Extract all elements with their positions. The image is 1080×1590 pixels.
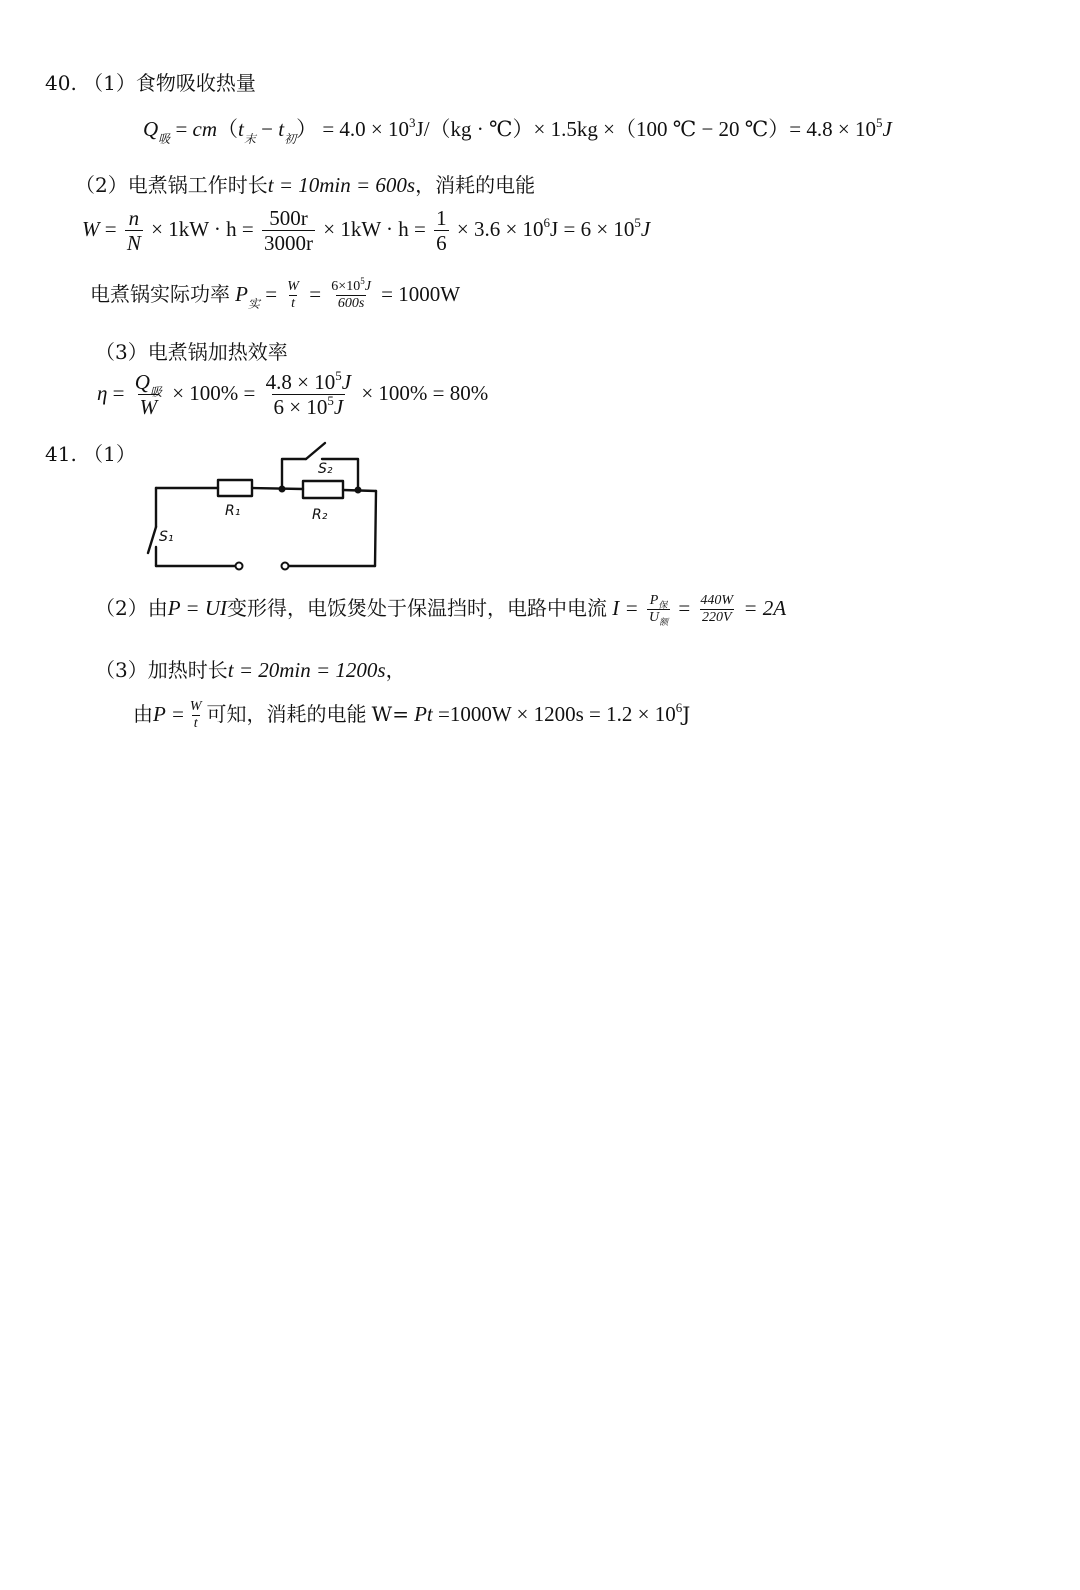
r2-resistor xyxy=(303,481,343,498)
q40-number: 40. xyxy=(45,71,77,95)
junction-right xyxy=(355,487,362,494)
q41-part2-middle: 变形得，电饭煲处于保温挡时，电路中电流 xyxy=(227,596,608,620)
frac-power: $\frac{6\times 10^5J}{600s}$ xyxy=(331,276,371,312)
power-result: = 1000W xyxy=(381,282,461,306)
wire-top-mid xyxy=(252,488,303,489)
heat-exp1: 3 xyxy=(409,115,416,130)
q41-known: 可知，消耗的电能 xyxy=(206,702,367,726)
frac-w-t-2: $\frac{W}{t}$ xyxy=(189,699,202,732)
q40-part2-label: （2）电煮锅工作时长 xyxy=(75,173,268,197)
circuit-diagram xyxy=(130,435,400,580)
frac-n-N: $\frac{n}{N}$ xyxy=(126,206,141,256)
q40-part2-time: t = 10min = 600s xyxy=(267,173,416,197)
t-init-sub: 初 xyxy=(284,132,297,146)
q40-part1-line xyxy=(45,67,256,96)
frac-500-3000: $\frac{500r}{3000r}$ xyxy=(263,206,313,256)
q41-part3-line xyxy=(95,654,406,683)
t-end-sub: 末 xyxy=(243,132,256,146)
q41-part2-prefix: （2）由 xyxy=(95,596,168,620)
q41-part1-label: （1） xyxy=(83,442,136,466)
q41-part3-energy-line xyxy=(133,698,690,733)
q41-line2-prefix: 由 xyxy=(133,702,153,726)
junction-left xyxy=(279,486,286,493)
energy-kwh2: × 1kW · h = xyxy=(323,216,426,241)
q41-part2-line: （2）由P = UI变形得，电饭煲处于保温挡时，电路中电流 I = $\frac{P_保}{U_额}$ = $\frac{440W}{220V}$ = 2A xyxy=(95,593,787,628)
heat-rhs: = 4.0 × 10 xyxy=(322,117,410,141)
terminal-left xyxy=(236,563,243,570)
q41-part1-line xyxy=(45,438,136,467)
q41-p-eq: P = xyxy=(153,702,185,726)
q41-exp: 6 xyxy=(675,700,683,715)
power-label: 电煮锅实际功率 xyxy=(90,282,230,306)
frac-1-6: $\frac{1}{6}$ xyxy=(436,206,447,256)
current-I: I = xyxy=(612,596,639,620)
energy-kwh: × 1kW · h = xyxy=(151,216,254,241)
q40-part1-label: （1）食物吸收热量 xyxy=(83,71,256,95)
energy-exp-a: 6 xyxy=(543,214,551,230)
current-result: = 2A xyxy=(743,596,787,620)
q-sub: 吸 xyxy=(158,132,171,146)
heat-mid: J/（kg · ℃）× 1.5kg ×（100 ℃ − 20 ℃）= 4.8 × 10 xyxy=(415,117,876,141)
energy-exp-b: 5 xyxy=(634,214,641,230)
frac-q-w: $\frac{Q_吸}{W}$ xyxy=(134,370,162,420)
r1-resistor xyxy=(218,480,252,496)
frac-w-t: $\frac{W}{t}$ xyxy=(287,279,299,312)
energy-unit: J xyxy=(640,216,651,241)
r2-label: R₂ xyxy=(312,507,328,523)
frac-440-220: $\frac{440W}{220V}$ xyxy=(700,593,734,626)
q41-part3-prefix: （3）加热时长 xyxy=(95,658,228,682)
q40-power-line: 电煮锅实际功率 $P_实$ = $\frac{W}{t}$ = $\frac{6\times 10^5J}{600s}$ = 1000W xyxy=(90,276,461,312)
energy-result: × 3.6 × 10 xyxy=(456,216,544,241)
q40-part3-label: （3）电煮锅加热效率 xyxy=(95,340,288,364)
q41-number: 41. xyxy=(45,442,77,466)
power-sub: 实 xyxy=(247,297,260,311)
s1-label: S₁ xyxy=(159,529,174,545)
q40-part2-line xyxy=(75,169,535,198)
terminal-right xyxy=(282,563,289,570)
q41-w-eq: W= xyxy=(371,702,409,726)
q40-energy-formula: W = $\frac{n}{N}$ × 1kW · h = $\frac{500r}{3000r}$ × 1kW · h = $\frac{1}{6}$ × $3.6 \times 10^6J = 6 \times 10^5J$ xyxy=(82,206,651,256)
q41-part3-suffix: ， xyxy=(385,658,406,682)
q40-heat-formula: $Q_吸 = cm(t_末 - t_初) = 4.0 \times 10^3J/(kg$ · ℃）× 1.5kg ×（100 ℃ − 20 ℃）= $4.8 \times 10^5J$ xyxy=(143,115,892,146)
q40-efficiency-formula: η = $\frac{Q_吸}{W}$ × 100% = $\frac{4.8 \times 10^5J}{6 \times 10^5J}$ × 100% = 80% xyxy=(97,368,489,420)
wire-right xyxy=(375,491,376,566)
q41-calc: =1000W × 1200s = 1.2 × 10 xyxy=(437,702,676,726)
q41-unit: J xyxy=(682,702,691,726)
eff-times100: × 100% = xyxy=(172,380,256,405)
r1-label: R₁ xyxy=(225,503,241,519)
eff-result: × 100% = 80% xyxy=(361,380,489,405)
frac-p-u: $\frac{P_保}{U_额}$ xyxy=(648,593,669,628)
heat-unit: J xyxy=(882,117,892,141)
q41-pt: Pt xyxy=(414,702,433,726)
energy-result2: J = 6 × 10 xyxy=(550,216,635,241)
heat-exp2: 5 xyxy=(875,115,883,130)
q40-part2-suffix: ，消耗的电能 xyxy=(415,173,536,197)
q41-part2-formula: P = UI xyxy=(167,596,228,620)
frac-eff: $\frac{4.8 \times 10^5J}{6 \times 10^5J}$ xyxy=(265,368,352,420)
s2-label: S₂ xyxy=(318,461,333,477)
s2-switch-blade xyxy=(306,443,325,459)
q41-part3-time: t = 20min = 1200s xyxy=(227,658,386,682)
